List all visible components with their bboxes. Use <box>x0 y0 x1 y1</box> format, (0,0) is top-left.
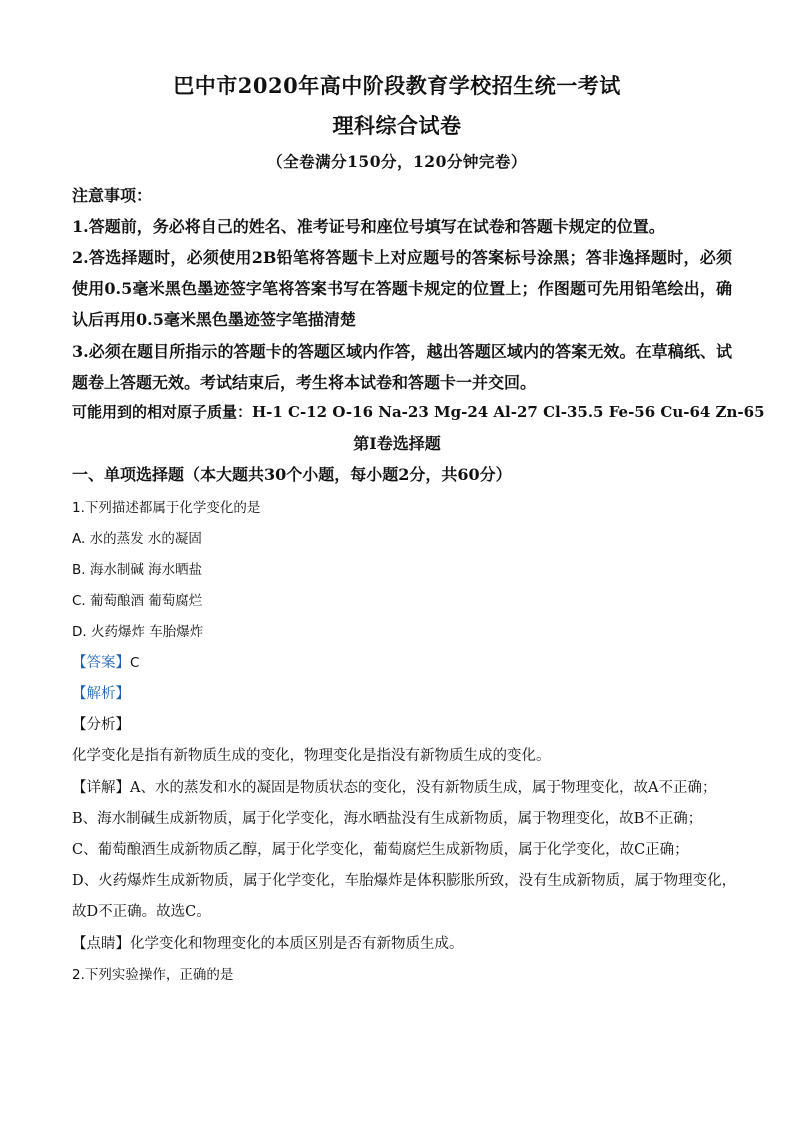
notice-heading: 注意事项： <box>72 186 153 205</box>
tip-line <box>72 932 732 953</box>
atomic-masses: 可能用到的相对原子质量：H-1 C-12 O-16 Na-23 Mg-24 Al-27 Cl-35.5 Fe-56 Cu-64 Zn-65 <box>72 403 765 421</box>
notice-item-1: 1.答题前，务必将自己的姓名、准考证号和座位号填写在试卷和答题卡规定的位置。 <box>72 217 665 236</box>
question-1-option-a: A. 水的蒸发 水的凝固 <box>72 531 202 547</box>
notice-item-2-line-3: 认后再用0.5毫米黑色墨迹签字笔描清楚 <box>72 310 356 329</box>
question-1-option-d: D. 火药爆炸 车胎爆炸 <box>72 624 204 640</box>
answer-value: C <box>130 655 140 671</box>
question-1-option-b: B. 海水制碱 海水晒盐 <box>72 562 203 578</box>
notice-item-3-line-2: 题卷上答题无效。考试结束后，考生将本试卷和答题卡一并交回。 <box>72 373 537 392</box>
part-1-heading: 一、单项选择题（本大题共30个小题，每小题2分，共60分） <box>72 465 512 484</box>
detail-line-4: D、火药爆炸生成新物质，属于化学变化，车胎爆炸是体积膨胀所致，没有生成新物质，属于物理变化， <box>72 873 737 889</box>
section-title: 第Ⅰ卷选择题 <box>353 434 441 453</box>
detail-line-1 <box>72 776 732 797</box>
explain-line <box>72 682 732 703</box>
analysis-heading: 【分析】 <box>72 717 130 733</box>
detail-text-1: A、水的蒸发和水的凝固是物质状态的变化，没有新物质生成，属于物理变化，故A不正确； <box>130 780 717 796</box>
question-2-stem: 2.下列实验操作，正确的是 <box>72 967 234 983</box>
answer-line <box>72 651 732 672</box>
tip-tag: 【点睛】 <box>72 936 130 952</box>
detail-line-5: 故D不正确。故选C。 <box>72 904 211 920</box>
question-1-stem: 1.下列描述都属于化学变化的是 <box>72 500 261 516</box>
notice-item-2-line-1: 2.答选择题时，必须使用2B铅笔将答题卡上对应题号的答案标号涂黑；答非逸择题时，必须 <box>72 248 732 267</box>
exam-score-note: （全卷满分150分，120分钟完卷） <box>267 152 527 171</box>
explain-tag: 【解析】 <box>72 686 130 702</box>
notice-item-2-line-2: 使用0.5毫米黑色墨迹签字笔将答案书写在答题卡规定的位置上；作图题可先用铅笔绘出，确 <box>72 279 732 298</box>
answer-tag: 【答案】 <box>72 655 130 671</box>
tip-text: 化学变化和物理变化的本质区别是否有新物质生成。 <box>130 936 464 952</box>
question-1-option-c: C. 葡萄酿酒 葡萄腐烂 <box>72 593 203 609</box>
detail-tag: 【详解】 <box>72 780 130 796</box>
detail-line-2: B、海水制碱生成新物质，属于化学变化，海水晒盐没有生成新物质，属于物理变化，故B不正确； <box>72 811 703 827</box>
exam-subtitle: 理科综合试卷 <box>332 113 462 138</box>
notice-item-3-line-1: 3.必须在题目所指示的答题卡的答题区域内作答，越出答题区域内的答案无效。在草稿纸、试 <box>72 342 732 361</box>
analysis-text: 化学变化是指有新物质生成的变化，物理变化是指没有新物质生成的变化。 <box>72 748 551 764</box>
detail-line-3: C、葡萄酿酒生成新物质乙醇，属于化学变化，葡萄腐烂生成新物质，属于化学变化，故C正确； <box>72 842 689 858</box>
exam-title: 巴中市2020年高中阶段教育学校招生统一考试 <box>173 73 621 98</box>
